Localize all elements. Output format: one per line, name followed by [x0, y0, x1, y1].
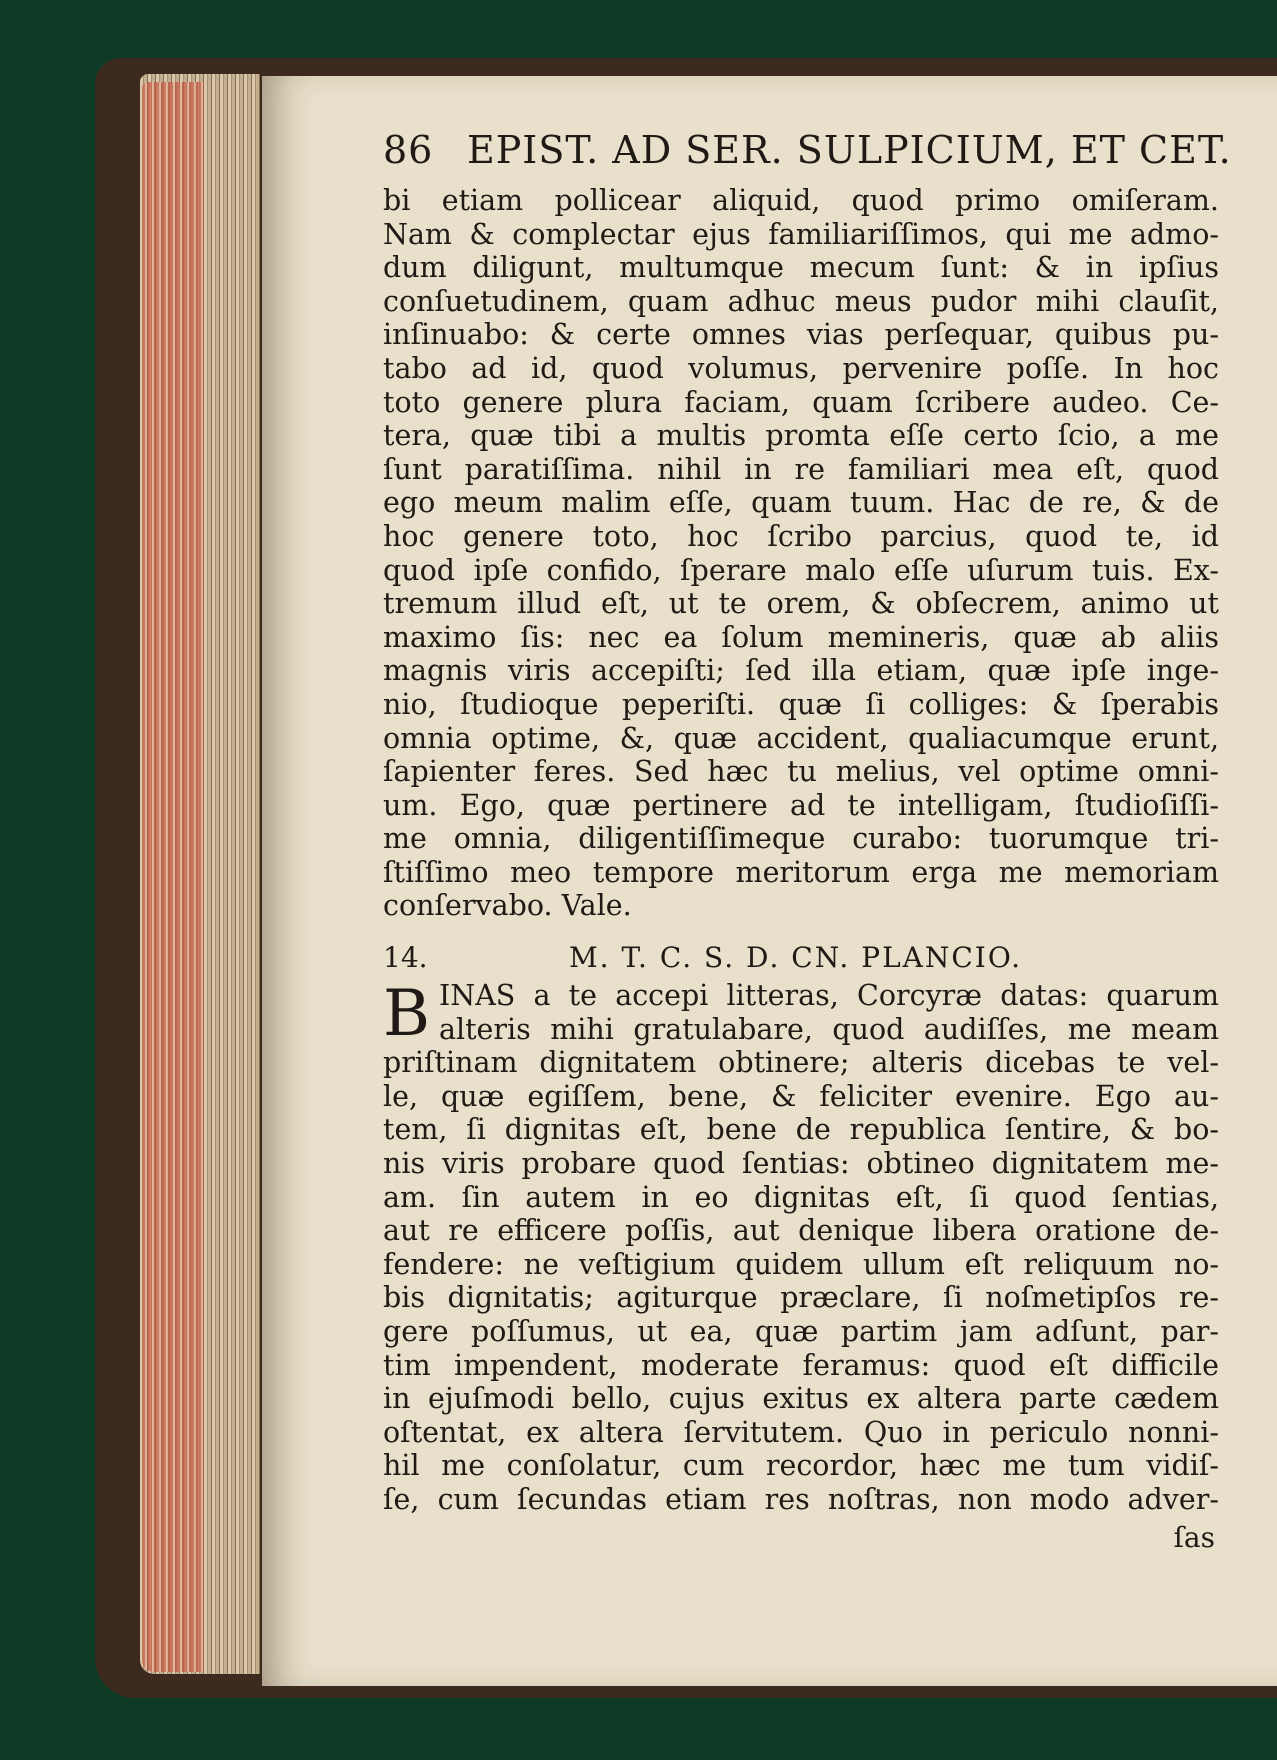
text-line: ſe, cum ſecundas etiam res noſtras, non modo adver- — [383, 1482, 1219, 1516]
text-line: gere poſſumus, ut ea, quæ partim jam adſunt, par- — [383, 1315, 1219, 1348]
text-line: aut re efficere poſſis, aut denique libera oratione de- — [383, 1214, 1219, 1248]
text-line: ſunt paratiſſima. nihil in re familiari mea eſt, quod — [383, 452, 1219, 486]
text-line: oſtentat, ex altera ſervitutem. Quo in periculo nonni- — [383, 1415, 1219, 1449]
text-line: quod ipſe confido, ſperare malo eſſe uſurum tuis. Ex- — [383, 553, 1219, 587]
text-line: conſervabo. Vale. — [383, 889, 632, 923]
text-line: um. Ego, quæ pertinere ad te intelligam, ſtudioſiſſi- — [383, 788, 1219, 822]
text-line: alteris mihi gratulabare, quod audiſſes, me meam — [439, 1012, 1219, 1046]
text-line: dum diligunt, multumque mecum ſunt: & in ipſius — [383, 251, 1219, 285]
text-line: ego meum malim eſſe, quam tuum. Hac de re, & de — [383, 486, 1219, 520]
letter-continuation — [383, 184, 1219, 923]
text-line: fendere: ne veſtigium quidem ullum eſt reliquum no- — [383, 1247, 1219, 1281]
text-line: tabo ad id, quod volumus, pervenire poſſe. In hoc — [383, 351, 1219, 385]
text-line: maximo ſis: nec ea ſolum memineris, quæ ab aliis — [383, 620, 1219, 654]
text-line: le, quæ egiſſem, bene, & feliciter evenire. Ego au- — [383, 1079, 1219, 1113]
text-line: priſtinam dignitatem obtinere; alteris dicebas te vel- — [383, 1046, 1219, 1080]
letter-title: M. T. C. S. D. CN. PLANCIO. — [569, 941, 1023, 975]
text-line: hoc genere toto, hoc ſcribo parcius, quod te, id — [383, 519, 1219, 553]
catchword: ſas — [1173, 1520, 1215, 1554]
letter-opening — [383, 977, 1219, 1052]
text-line: magnis viris accepiſti; ſed illa etiam, quæ ipſe inge- — [383, 654, 1219, 688]
text-line: nis viris probare quod ſentias: obtineo dignitatem me- — [383, 1147, 1219, 1181]
page-header — [383, 120, 1232, 184]
page-number: 86 — [383, 128, 434, 172]
text-line: INAS a te accepi litteras, Corcyræ datas: quarum — [439, 979, 1219, 1013]
text-line: conſuetudinem, quam adhuc meus pudor mihi clauſit, — [383, 284, 1219, 318]
text-line: toto genere plura faciam, quam ſcribere audeo. Ce- — [383, 385, 1219, 419]
drop-cap: B — [383, 977, 431, 1052]
text-line: hil me conſolatur, cum recordor, hæc me tum vidiſ- — [383, 1449, 1219, 1483]
text-line: Nam & complectar ejus familiariſſimos, qui me admo- — [383, 217, 1219, 251]
text-line: tera, quæ tibi a multis promta eſſe certo ſcio, a me — [383, 419, 1219, 453]
letter-number: 14. — [383, 941, 428, 975]
text-line: tremum illud eſt, ut te orem, & obſecrem, animo ut — [383, 587, 1219, 621]
letter-heading — [383, 939, 1219, 979]
text-line: tim impendent, moderate feramus: quod eſt difficile — [383, 1348, 1219, 1382]
text-line: in ejuſmodi bello, cujus exitus ex altera parte cædem — [383, 1382, 1219, 1416]
text-line: me omnia, diligentiſſimeque curabo: tuorumque tri- — [383, 822, 1219, 856]
text-line: inſinuabo: & certe omnes vias perſequar, quibus pu- — [383, 318, 1219, 352]
red-page-edges — [142, 82, 204, 1672]
letter-body — [383, 1046, 1219, 1516]
text-line: nio, ſtudioque peperiſti. quæ ſi colliges: & ſperabis — [383, 687, 1219, 721]
text-line: am. ſin autem in eo dignitas eſt, ſi quod ſentias, — [383, 1180, 1219, 1214]
text-line: ſapienter feres. Sed hæc tu melius, vel optime omni- — [383, 755, 1219, 789]
text-line: bi etiam pollicear aliquid, quod primo omiſeram. — [383, 184, 1219, 217]
text-line: omnia optime, &, quæ accident, qualiacumque erunt, — [383, 721, 1219, 755]
text-line: tem, ſi dignitas eſt, bene de republica ſentire, & bo- — [383, 1113, 1219, 1147]
text-line: bis dignitatis; agiturque præclare, ſi noſmetipſos re- — [383, 1281, 1219, 1315]
running-head: EPIST. AD SER. SULPICIUM, ET CET. — [467, 128, 1232, 172]
text-line: ſtiſſimo meo tempore meritorum erga me memoriam — [383, 855, 1219, 889]
page-text — [383, 120, 1232, 1554]
